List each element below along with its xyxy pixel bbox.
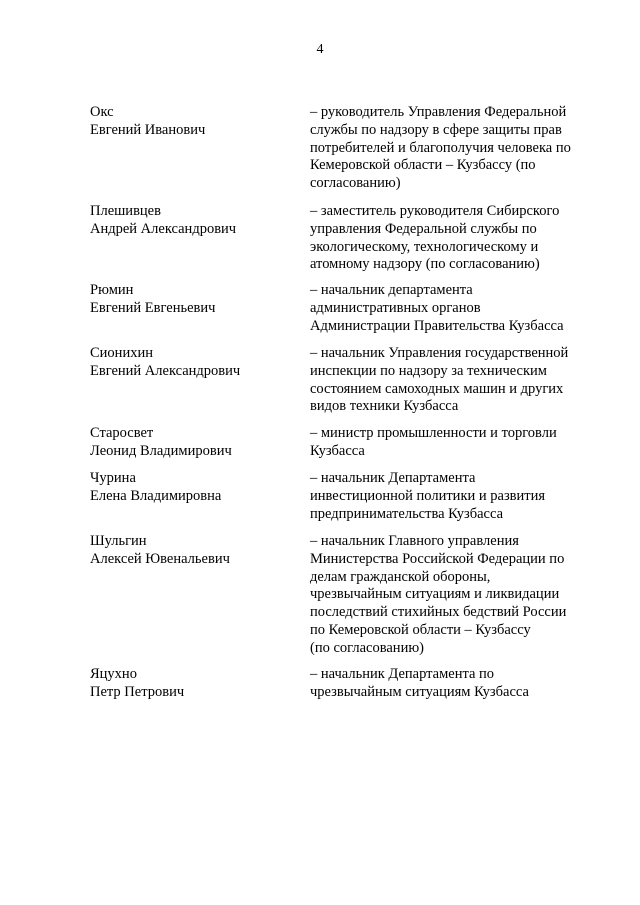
member-given-names: Евгений Иванович — [90, 121, 206, 138]
role-line: чрезвычайным ситуациям Кузбасса — [310, 683, 529, 700]
role-line: чрезвычайным ситуациям и ликвидации — [310, 586, 560, 603]
member-name — [90, 104, 290, 140]
role-line: – заместитель руководителя Сибирского — [310, 203, 560, 219]
member-given-names: Елена Владимировна — [90, 487, 222, 504]
role-line: состоянием самоходных машин и других — [310, 380, 564, 397]
member-given-names: Евгений Александрович — [90, 362, 241, 379]
member-name — [90, 666, 290, 702]
member-name — [90, 282, 290, 318]
member-given-names: Петр Петрович — [90, 683, 185, 700]
role-line: инспекции по надзору за техническим — [310, 362, 547, 379]
role-line: управления Федеральной службы по — [310, 220, 537, 237]
role-line: Кемеровской области – Кузбассу (по — [310, 157, 536, 174]
role-line: – начальник Главного управления — [310, 533, 519, 549]
role-line: делам гражданской обороны, — [310, 568, 491, 585]
member-surname: Шульгин — [90, 533, 147, 549]
member-role — [310, 533, 600, 658]
role-line: Кузбасса — [310, 442, 365, 459]
role-line: видов техники Кузбасса — [310, 398, 459, 415]
member-surname: Окс — [90, 104, 114, 120]
member-surname: Рюмин — [90, 282, 134, 298]
role-line: – начальник Управления государственной — [310, 345, 569, 361]
member-surname: Старосвет — [90, 425, 154, 441]
role-line: согласованию) — [310, 175, 401, 192]
role-line: предпринимательства Кузбасса — [310, 505, 504, 522]
member-given-names: Леонид Владимирович — [90, 442, 232, 459]
member-surname: Чурина — [90, 470, 136, 486]
role-line: – начальник департамента — [310, 282, 473, 298]
member-role — [310, 666, 600, 702]
role-line: по Кемеровской области – Кузбассу — [310, 621, 531, 638]
member-role — [310, 470, 600, 523]
role-line: службы по надзору в сфере защиты прав — [310, 121, 562, 138]
role-line: последствий стихийных бедствий России — [310, 604, 567, 621]
member-role — [310, 425, 600, 461]
role-line: Министерства Российской Федерации по — [310, 550, 565, 567]
member-name — [90, 533, 290, 569]
member-name — [90, 203, 290, 239]
member-surname: Сионихин — [90, 345, 153, 361]
role-line: экологическому, технологическому и — [310, 238, 539, 255]
member-role — [310, 104, 600, 193]
page-number: 4 — [316, 42, 324, 57]
member-given-names: Алексей Ювенальевич — [90, 550, 230, 567]
member-name — [90, 425, 290, 461]
member-role — [310, 282, 600, 335]
role-line: потребителей и благополучия человека по — [310, 139, 571, 156]
role-line: (по согласованию) — [310, 639, 424, 656]
role-line: атомному надзору (по согласованию) — [310, 256, 540, 273]
role-line: Администрации Правительства Кузбасса — [310, 317, 564, 334]
role-line: – министр промышленности и торговли — [310, 425, 557, 441]
role-line: – начальник Департамента — [310, 470, 476, 486]
role-line: административных органов — [310, 299, 481, 316]
member-surname: Яцухно — [90, 666, 137, 682]
role-line: – начальник Департамента по — [310, 666, 495, 682]
role-line: инвестиционной политики и развития — [310, 487, 546, 504]
member-name — [90, 470, 290, 506]
member-given-names: Евгений Евгеньевич — [90, 299, 216, 316]
member-surname: Плешивцев — [90, 203, 161, 219]
role-line: – руководитель Управления Федеральной — [310, 104, 567, 120]
member-name — [90, 345, 290, 381]
member-role — [310, 203, 600, 274]
member-given-names: Андрей Александрович — [90, 220, 237, 237]
member-role — [310, 345, 600, 416]
